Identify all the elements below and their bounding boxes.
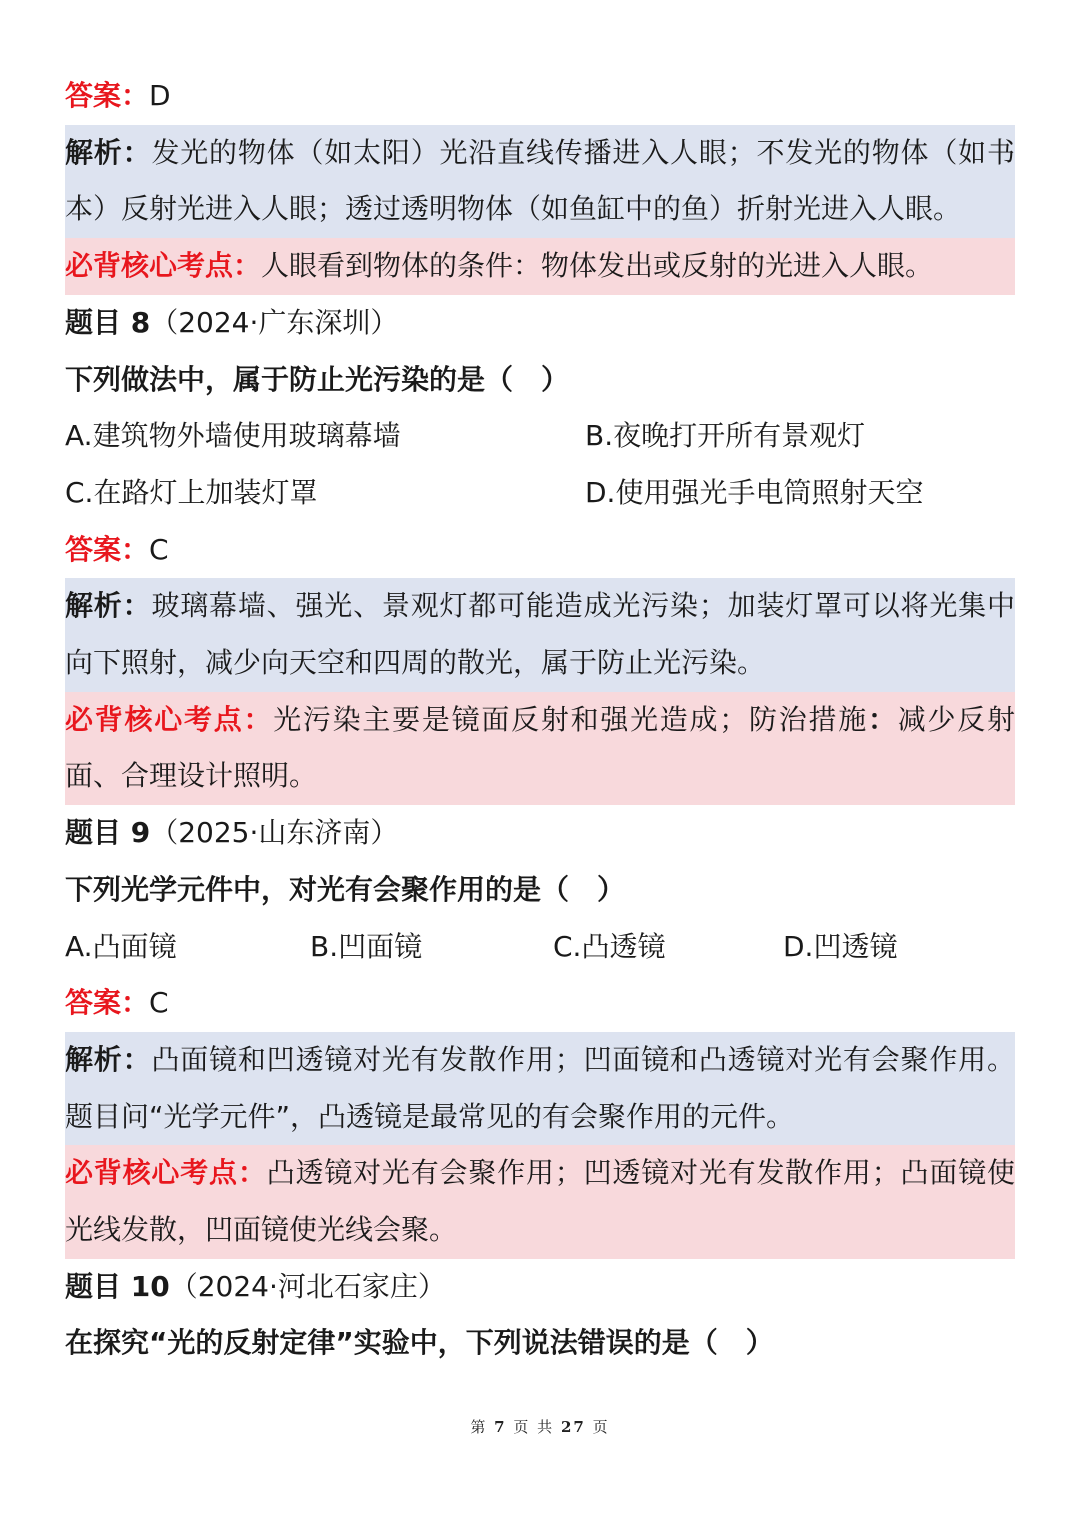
footer-prefix: 第 [470, 1418, 488, 1436]
question-source: （2025·山东济南） [150, 816, 399, 850]
question-stem: 下列光学元件中，对光有会聚作用的是（ ） [65, 872, 626, 906]
option-c: C.在路灯上加装灯罩 [65, 475, 318, 509]
analysis-box [65, 578, 1015, 691]
analysis-label: 解析： [65, 1042, 152, 1076]
analysis-text: 凸面镜和凹透镜对光有发散作用；凹面镜和凸透镜对光有会聚作用。题目问“光学元件”，凸透镜是最常见的有会聚作用的元件。 [65, 1042, 1015, 1133]
keypoint-text: 物体发出或反射的光进入人眼。 [541, 249, 934, 283]
keypoint-box [65, 238, 1015, 295]
answer-line [65, 68, 1015, 125]
option-d: D.使用强光手电筒照射天空 [585, 475, 924, 509]
analysis-box [65, 1032, 1015, 1145]
footer-suffix: 页 [592, 1418, 610, 1436]
page-content [65, 68, 1015, 1372]
option-d: D.凹透镜 [783, 929, 898, 963]
options-row [65, 465, 1015, 522]
analysis-label: 解析： [65, 589, 152, 623]
keypoint-label: 必背核心考点： [65, 249, 262, 283]
options-row [65, 919, 1015, 976]
page-footer [0, 1416, 1080, 1437]
question-title [65, 295, 1015, 352]
keypoint-text-2: 减少反射面、合理设计照明。 [65, 702, 1015, 793]
footer-middle: 页 共 [513, 1418, 555, 1436]
options-row [65, 408, 1015, 465]
option-a: A.凸面镜 [65, 929, 177, 963]
keypoint-box [65, 1145, 1015, 1258]
question-stem: 下列做法中，属于防止光污染的是（ ） [65, 362, 570, 396]
option-a: A.建筑物外墙使用玻璃幕墙 [65, 419, 401, 453]
answer-value: C [149, 986, 169, 1020]
current-page-number: 7 [494, 1418, 507, 1436]
answer-label: 答案： [65, 79, 150, 112]
question-title [65, 805, 1015, 862]
option-b: B.夜晚打开所有景观灯 [585, 419, 866, 453]
question-title [65, 1259, 1015, 1316]
analysis-text: 玻璃幕墙、强光、景观灯都可能造成光污染；加装灯罩可以将光集中向下照射，减少向天空和四周的散光，属于防止光污染。 [65, 589, 1015, 680]
keypoint-label: 必背核心考点： [65, 1156, 267, 1190]
question-stem: 在探究“光的反射定律”实验中，下列说法错误的是（ ） [65, 1326, 774, 1360]
keypoint-text: 光污染主要是镜面反射和强光造成；防治措施 [273, 702, 868, 736]
answer-label: 答案： [65, 532, 150, 566]
answer-value: C [149, 532, 169, 566]
keypoint-subhead: 人眼看到物体的条件： [261, 249, 542, 283]
keypoint-label: 必背核心考点： [65, 702, 274, 736]
question-source: （2024·广东深圳） [150, 305, 399, 339]
analysis-box [65, 125, 1015, 238]
answer-line [65, 522, 1015, 579]
question-number: 题目 8 [65, 305, 151, 339]
total-page-count: 27 [560, 1418, 586, 1436]
analysis-text: 发光的物体（如太阳）光沿直线传播进入人眼；不发光的物体（如书本）反射光进入人眼；透过透明物体（如鱼缸中的鱼）折射光进入人眼。 [65, 135, 1015, 226]
question-number: 题目 9 [65, 816, 151, 850]
answer-label: 答案： [65, 986, 150, 1020]
keypoint-colon: ： [868, 702, 898, 736]
answer-value: D [149, 79, 171, 112]
question-source: （2024·河北石家庄） [169, 1269, 446, 1303]
option-c: C.凸透镜 [553, 929, 666, 963]
keypoint-text: 凸透镜对光有会聚作用；凹透镜对光有发散作用；凸面镜使光线发散，凹面镜使光线会聚。 [65, 1156, 1015, 1247]
analysis-label: 解析： [65, 135, 152, 169]
question-number: 题目 10 [65, 1269, 170, 1303]
keypoint-box [65, 692, 1015, 805]
option-b: B.凹面镜 [310, 929, 423, 963]
answer-line [65, 975, 1015, 1032]
